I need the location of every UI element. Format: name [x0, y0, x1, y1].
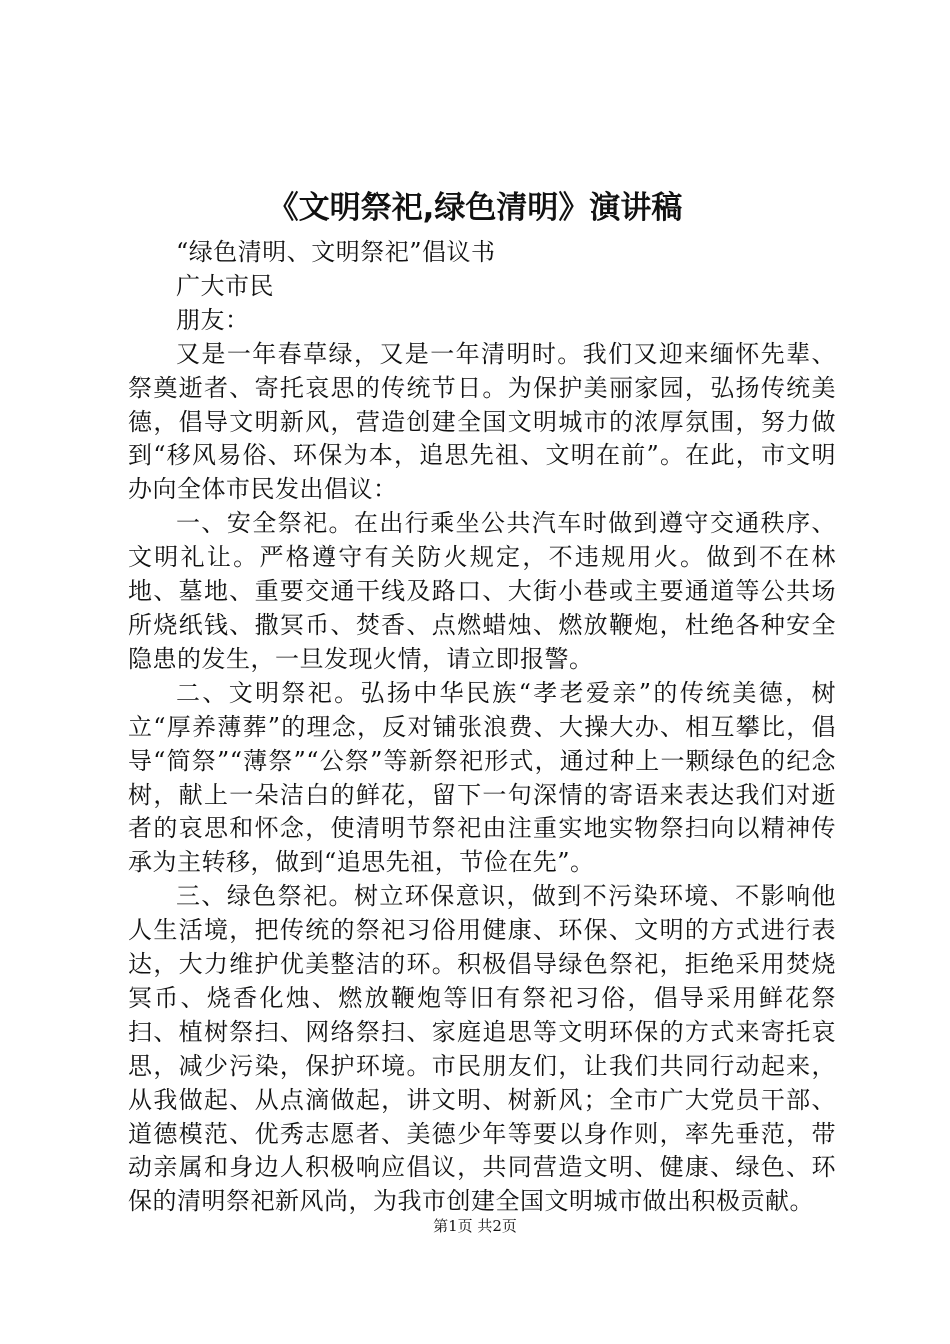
section-green-ritual: 三、绿色祭祀。树立环保意识，做到不污染环境、不影响他人生活境，把传统的祭祀习俗用健康、环保、文明的方式进行表达，大力维护优美整洁的环。积极倡导绿色祭祀，拒绝采用焚烧冥币、烧香化烛、燃放鞭炮等旧有祭祀习俗，倡导采用鲜花祭扫、植树祭扫、网络祭扫、家庭追思等文明环保的方式来寄托哀思，减少污染，保护环境。市民朋友们，让我们共同行动起来，从我做起、从点滴做起，讲文明、树新风；全市广大党员干部、道德模范、优秀志愿者、美德少年等要以身作则，率先垂范，带动亲属和身边人积极响应倡议，共同营造文明、健康、绿色、环保的清明祭祀新风尚，为我市创建全国文明城市做出积极贡献。	[128, 882, 836, 1216]
salutation-line-1: 广大市民	[176, 271, 274, 300]
intro-paragraph: 又是一年春草绿，又是一年清明时。我们又迎来缅怀先辈、祭奠逝者、寄托哀思的传统节日。为保护美丽家园，弘扬传统美德，倡导文明新风，营造创建全国文明城市的浓厚氛围，努力做到“移风易俗、环保为本，追思先祖、文明在前”。在此，市文明办向全体市民发出倡议：	[128, 339, 836, 504]
proposal-heading: “绿色清明、文明祭祀”倡议书	[176, 238, 496, 266]
section-civilized-ritual: 二、文明祭祀。弘扬中华民族“孝老爱亲”的传统美德，树立“厚养薄葬”的理念，反对铺张浪费、大操大办、相互攀比，倡导“简祭”“薄祭”“公祭”等新祭祀形式，通过种上一颗绿色的纪念树，献上一朵洁白的鲜花，留下一句深情的寄语来表达我们对逝者的哀思和怀念，使清明节祭祀由注重实地实物祭扫向以精神传承为主转移，做到“追思先祖，节俭在先”。	[128, 678, 836, 877]
document-body	[128, 236, 836, 1219]
salutation-line-2: 朋友：	[176, 305, 250, 334]
section-safe-ritual: 一、安全祭祀。在出行乘坐公共汽车时做到遵守交通秩序、文明礼让。严格遵守有关防火规定，不违规用火。做到不在林地、墓地、重要交通干线及路口、大街小巷或主要通道等公共场所烧纸钱、撒冥币、焚香、点燃蜡烛、燃放鞭炮，杜绝各种安全隐患的发生，一旦发现火情，请立即报警。	[128, 509, 836, 673]
document-title: 《文明祭祀,绿色清明》演讲稿	[267, 190, 683, 226]
page-number-footer: 第1页 共2页	[433, 1217, 517, 1235]
